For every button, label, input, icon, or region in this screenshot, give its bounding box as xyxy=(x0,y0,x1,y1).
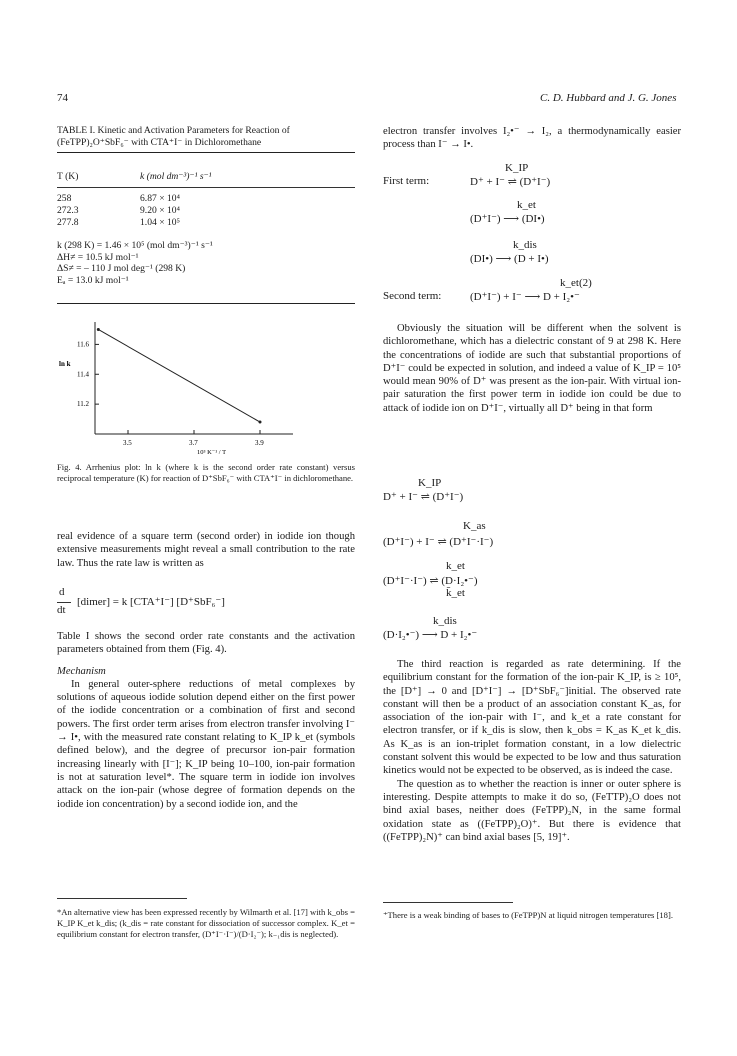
y-tick-label: 11.6 xyxy=(77,340,89,349)
table-cell-t: 277.8 xyxy=(57,217,79,228)
page-number: 74 xyxy=(57,92,68,104)
equation-1-constant: K_IP xyxy=(505,162,529,174)
right-column-3 xyxy=(383,658,681,844)
data-point xyxy=(97,328,100,331)
param-dh: ΔH≠ = 10.5 kJ mol⁻¹ xyxy=(57,251,139,263)
fraction-bar xyxy=(57,602,71,603)
rate-d: d xyxy=(59,586,65,598)
param-ds: ΔS≠ = – 110 J mol deg⁻¹ (298 K) xyxy=(57,263,186,274)
table1-params xyxy=(57,240,213,286)
equation-7-constant-forward: k_et xyxy=(446,560,465,572)
equation-6: (D⁺I⁻) + I⁻ ⇌ (D⁺I⁻·I⁻) xyxy=(383,536,494,548)
equation-5-constant: K_IP xyxy=(418,477,442,489)
equation-8-constant: k_dis xyxy=(433,615,457,627)
y-axis-label: ln k xyxy=(59,360,71,368)
equation-6-constant: K_as xyxy=(463,520,486,532)
left-para-1: real evidence of a square term (second order) in iodide ion though extensive measurements might reveal a small contribution to the rate law. Thus the rate law is written as xyxy=(57,531,355,569)
second-term-label: Second term: xyxy=(383,290,442,302)
table-header-rule xyxy=(57,187,355,188)
table-row xyxy=(57,217,180,229)
equation-4: (D⁺I⁻) + I⁻ ⟶ D + I₂•⁻ xyxy=(470,291,580,303)
left-para-2: Table I shows the second order rate constants and the activation parameters obtained from them (Fig. 4). xyxy=(57,631,355,656)
table1-col-k: k (mol dm⁻³)⁻¹ s⁻¹ xyxy=(140,171,212,182)
param-k298: k (298 K) = 1.46 × 10⁵ (mol dm⁻³)⁻¹ s⁻¹ xyxy=(57,240,213,251)
equation-7-constant-reverse: k̄_et xyxy=(446,587,465,599)
table-cell-t: 258 xyxy=(57,193,72,204)
first-term-label: First term: xyxy=(383,175,430,187)
x-tick-label: 3.7 xyxy=(189,439,198,447)
param-ea: Eₐ = 13.0 kJ mol⁻¹ xyxy=(57,274,129,286)
y-tick-label: 11.4 xyxy=(77,370,89,379)
footnote-rule xyxy=(57,898,187,899)
mechanism-heading: Mechanism xyxy=(57,665,106,677)
left-column xyxy=(57,530,355,570)
right-para-3: The third reaction is regarded as rate determining. If the equilibrium constant for the formation of the ion-pair K_IP, is ≥ 10⁵, the [D⁺] → 0 and [D⁺I⁻] → [D⁺SbF₆⁻]initial. The observed rate constant will then be a product of an association constant K_as, for association of the ion-pair with I⁻, and k_et a rate constant for electron transfer, or if k_dis is slow, then k_obs = K_as K_et k_dis. As K_as is an ion-triplet formation constant, in a low dielectric constant solvent this would be expected to be low and thus saturation kinetics would not be expected to be observed, as is indeed the case. xyxy=(383,659,681,777)
right-column xyxy=(383,125,681,152)
series-line xyxy=(98,329,260,422)
rate-rhs: [dimer] = k [CTA⁺I⁻] [D⁺SbF₆⁻] xyxy=(77,596,225,608)
equation-7: (D⁺I⁻·I⁻) ⇌ (D·I₂•⁻) xyxy=(383,575,478,587)
left-column-2 xyxy=(57,630,355,811)
equation-2: (D⁺I⁻) ⟶ (DI•) xyxy=(470,213,545,225)
data-point xyxy=(259,421,262,424)
table-bottom-rule xyxy=(57,303,355,304)
y-tick-label: 11.2 xyxy=(77,400,89,409)
right-footnote-rule xyxy=(383,902,513,903)
x-tick-label: 3.9 xyxy=(255,439,264,447)
fig4-caption: Fig. 4. Arrhenius plot: ln k (where k is the second order rate constant) versus reciprocal temperature (K) for reaction of D⁺SbF₆⁻ with CTA⁺I⁻ in dichloromethane. xyxy=(57,462,355,483)
equation-4-constant: k_et(2) xyxy=(560,277,592,289)
table-cell-t: 272.3 xyxy=(57,205,79,216)
table-row xyxy=(57,205,180,217)
table1-caption: TABLE I. Kinetic and Activation Parameters for Reaction of (FeTPP)₂O⁺SbF₆⁻ with CTA⁺I⁻ in Dichloromethane xyxy=(57,125,290,148)
right-para-4: The question as to whether the reaction is inner or outer sphere is interesting. Despite attempts to make it do so, (FeTTP)₂O does not bind axial bases, neither does (FeTPP)₂N, in the same formal oxidation state as ((FeTPP)₂O)⁺. But there is evidence that ((FeTPP)₂N)⁺ can bind axial bases [5, 19]⁺. xyxy=(383,778,681,843)
left-para-3: In general outer-sphere reductions of metal complexes by solutions of aqueous iodide solution depend either on the first power of the iodide concentration or a combination of first and second powers. The first order term arises from electron transfer involving I⁻ → I•, with the measured rate constant relating to K_IP k_et (symbols defined below), and the degree of precursor ion-pair formation increasing linearly with [I⁻]; K_IP being 10–100, ion-pair formation is not at saturation level*. The square term in iodide ion involves attack on the ion-pair (whose degree of formation depends on the iodide ion concentration) by a second iodide ion, and the xyxy=(57,678,355,810)
x-tick-label: 3.5 xyxy=(123,439,132,447)
rate-law-equation xyxy=(57,586,355,624)
left-footnote: *An alternative view has been expressed recently by Wilmarth et al. [17] with k_obs = K_IP K_et k_dis; (k_dis = rate constant for dissociation of successor complex. K_et = equilibrium constant for electron transfer, (D⁺I⁻·I⁻)/(D·I₂⁻); k₋₁dis is neglected). xyxy=(57,907,355,939)
table1-col-t: T (K) xyxy=(57,171,79,182)
running-authors: C. D. Hubbard and J. G. Jones xyxy=(540,92,677,104)
equation-1: D⁺ + I⁻ ⇌ (D⁺I⁻) xyxy=(470,176,551,188)
table-cell-k: 6.87 × 10⁴ xyxy=(140,193,180,204)
table-cell-k: 1.04 × 10⁵ xyxy=(140,217,180,228)
right-footnote: ⁺There is a weak binding of bases to (FeTPP)N at liquid nitrogen temperatures [18]. xyxy=(383,910,673,920)
table-top-rule xyxy=(57,152,355,153)
right-para-2: Obviously the situation will be different when the solvent is dichloromethane, which has a dielectric constant of 9 at 298 K. Here the concentrations of iodide are such that substantial proportions of D⁺I⁻ could be expected in solution, and indeed a value of K_IP = 10⁵ would mean 90% of D⁺ was present as the ion-pair. With virtual ion-pair saturation the first power term in iodide ion could be due to attack of iodide ion on D⁺I⁻, virtually all D⁺ being in that form xyxy=(383,323,681,414)
table-cell-k: 9.20 × 10⁴ xyxy=(140,205,180,216)
table1-body xyxy=(57,193,180,229)
right-para-1: electron transfer involves I₂•⁻ → I₂, a thermodynamically easier process than I⁻ → I•. xyxy=(383,126,681,151)
axis-ticks xyxy=(77,340,264,447)
table-row xyxy=(57,193,180,205)
rate-dt: dt xyxy=(57,604,66,616)
arrhenius-plot xyxy=(57,318,297,458)
equation-3-constant: k_dis xyxy=(513,239,537,251)
equation-3: (DI•) ⟶ (D + I•) xyxy=(470,253,549,265)
equation-5: D⁺ + I⁻ ⇌ (D⁺I⁻) xyxy=(383,491,464,503)
equation-8: (D·I₂•⁻) ⟶ D + I₂•⁻ xyxy=(383,629,478,641)
equation-2-constant: k_et xyxy=(517,199,536,211)
right-column-2 xyxy=(383,322,681,415)
x-axis-label: 10³ K⁻¹ / T xyxy=(197,449,227,456)
